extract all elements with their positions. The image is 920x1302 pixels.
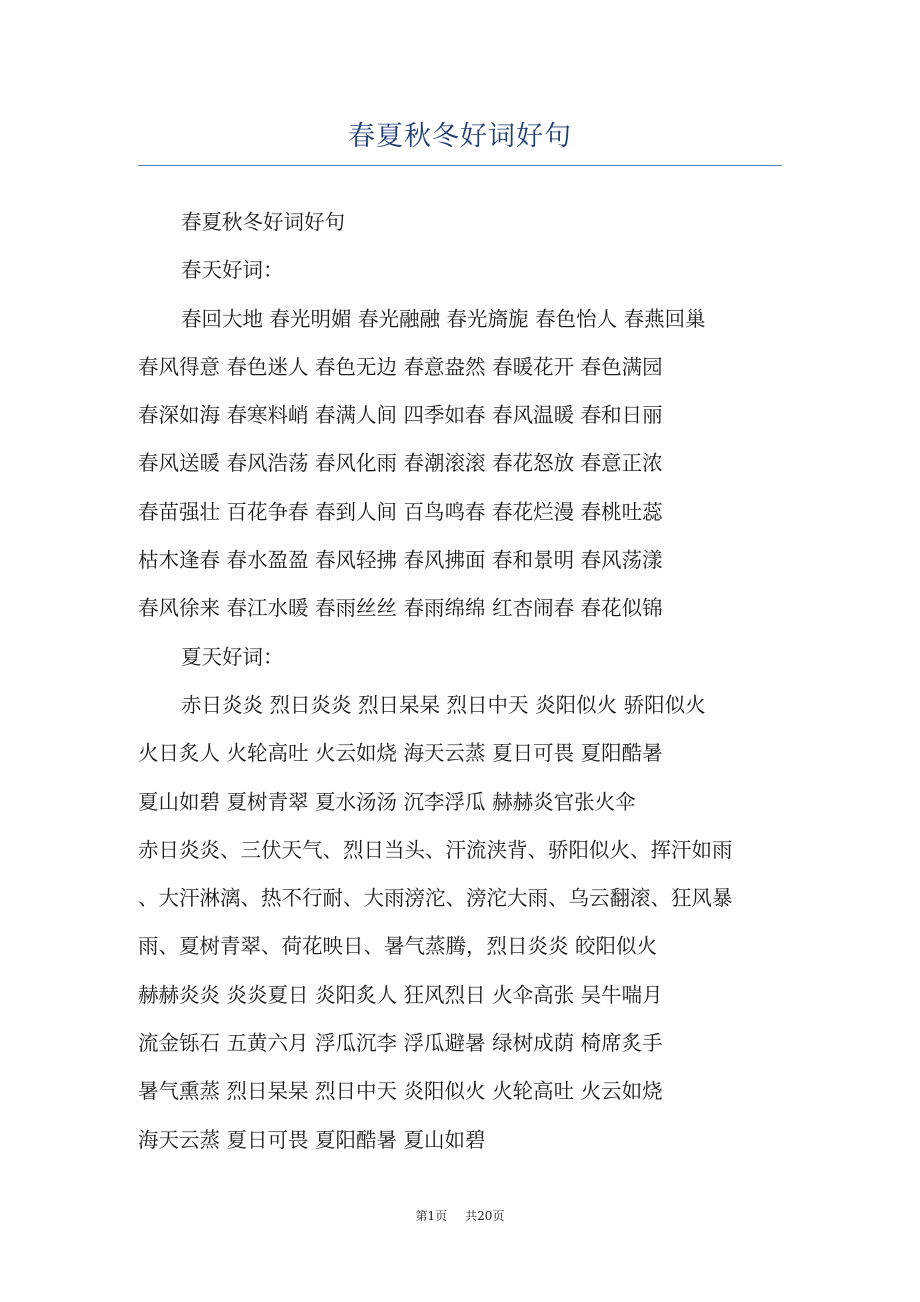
text-line: 春风得意 春色迷人 春色无边 春意盎然 春暖花开 春色满园	[138, 354, 663, 379]
text-line: 赫赫炎炎 炎炎夏日 炎阳炙人 狂风烈日 火伞高张 吴牛喘月	[138, 982, 663, 1007]
text-line: 海天云蒸 夏日可畏 夏阳酷暑 夏山如碧	[138, 1127, 486, 1152]
text-line: 暑气熏蒸 烈日杲杲 烈日中天 炎阳似火 火轮高吐 火云如烧	[138, 1079, 663, 1104]
text-line: 赤日炎炎 烈日炎炎 烈日杲杲 烈日中天 炎阳似火 骄阳似火	[181, 692, 706, 717]
text-line: 赤日炎炎、三伏天气、烈日当头、汗流浃背、骄阳似火、挥汗如雨	[138, 837, 733, 862]
text-line: 夏天好词：	[181, 644, 284, 669]
text-line: 春夏秋冬好词好句	[181, 210, 345, 234]
text-line: 流金铄石 五黄六月 浮瓜沉李 浮瓜避暑 绿树成荫 椅席炙手	[138, 1031, 663, 1056]
document-body	[138, 198, 782, 1164]
text-line: 枯木逢春 春水盈盈 春风轻拂 春风拂面 春和景明 春风荡漾	[138, 548, 663, 573]
page-number: 第1页	[415, 1209, 448, 1223]
text-line: 春苗强壮 百花争春 春到人间 百鸟鸣春 春花烂漫 春桃吐蕊	[138, 499, 663, 524]
text-line: 春风送暖 春风浩荡 春风化雨 春潮滚滚 春花怒放 春意正浓	[138, 451, 663, 476]
page-footer	[0, 1207, 920, 1224]
text-line: 火日炙人 火轮高吐 火云如烧 海天云蒸 夏日可畏 夏阳酷暑	[138, 741, 663, 766]
text-line: 春风徐来 春江水暖 春雨丝丝 春雨绵绵 红杏闹春 春花似锦	[138, 596, 663, 621]
title-divider	[138, 165, 782, 166]
text-line: 春深如海 春寒料峭 春满人间 四季如春 春风温暖 春和日丽	[138, 403, 663, 428]
text-line: 春回大地 春光明媚 春光融融 春光旖旎 春色怡人 春燕回巢	[181, 306, 706, 331]
text-line: 春天好词：	[181, 258, 284, 283]
text-line: 、大汗淋漓、热不行耐、大雨滂沱、滂沱大雨、乌云翻滚、狂风暴	[138, 886, 733, 911]
page-total: 共20页	[465, 1209, 505, 1223]
text-line: 夏山如碧 夏树青翠 夏水汤汤 沉李浮瓜 赫赫炎官张火伞	[138, 789, 636, 814]
document-title: 春夏秋冬好词好句	[348, 121, 572, 152]
text-line: 雨、夏树青翠、荷花映日、暑气蒸腾，烈日炎炎 皎阳似火	[138, 934, 658, 959]
